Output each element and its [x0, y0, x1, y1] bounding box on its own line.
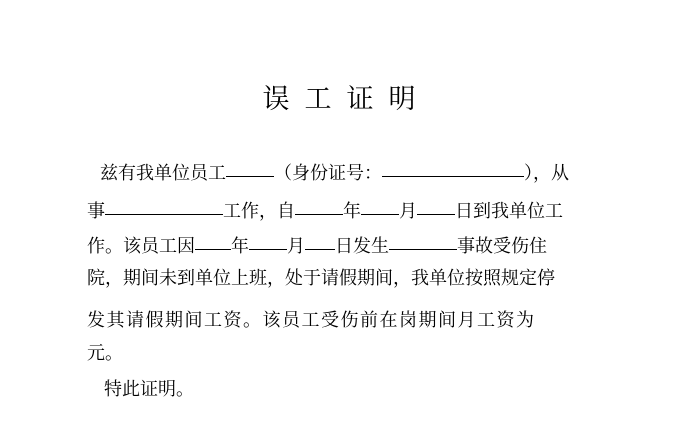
- accident-type-blank: [389, 231, 457, 250]
- paragraph-line-4: 院，期间未到单位上班，处于请假期间，我单位按照规定停: [87, 268, 555, 289]
- text-segment: 作。该员工因: [87, 236, 195, 257]
- paragraph-line-1: [100, 160, 569, 186]
- text-segment: 月: [399, 201, 417, 222]
- accident-year-blank: [195, 231, 231, 250]
- text-segment: 事: [87, 201, 105, 222]
- text-segment: （身份证号：: [274, 163, 382, 184]
- id-number-blank: [382, 158, 524, 177]
- document-title: 误工证明: [262, 84, 431, 115]
- text-segment: 工作，自: [223, 201, 295, 222]
- start-month-blank: [361, 196, 399, 215]
- text-segment: 年: [231, 236, 249, 257]
- closing-statement: 特此证明。: [104, 379, 194, 400]
- paragraph-line-6: 元。: [87, 343, 123, 364]
- text-segment: ），从: [524, 163, 569, 184]
- job-title-blank: [105, 196, 223, 215]
- start-year-blank: [295, 196, 343, 215]
- text-segment: 兹有我单位员工: [100, 163, 226, 184]
- text-segment: 月: [287, 236, 305, 257]
- employee-name-blank: [226, 158, 274, 177]
- text-segment: 日发生: [335, 236, 389, 257]
- text-segment: 日到我单位工: [455, 201, 563, 222]
- accident-month-blank: [249, 231, 287, 250]
- paragraph-line-2: [87, 198, 563, 224]
- paragraph-line-5: 发其请假期间工资。该员工受伤前在岗期间月工资为: [87, 310, 536, 331]
- start-day-blank: [417, 196, 455, 215]
- text-segment: 年: [343, 201, 361, 222]
- paragraph-line-3: [87, 233, 547, 259]
- accident-day-blank: [305, 231, 335, 250]
- text-segment: 事故受伤住: [457, 236, 547, 257]
